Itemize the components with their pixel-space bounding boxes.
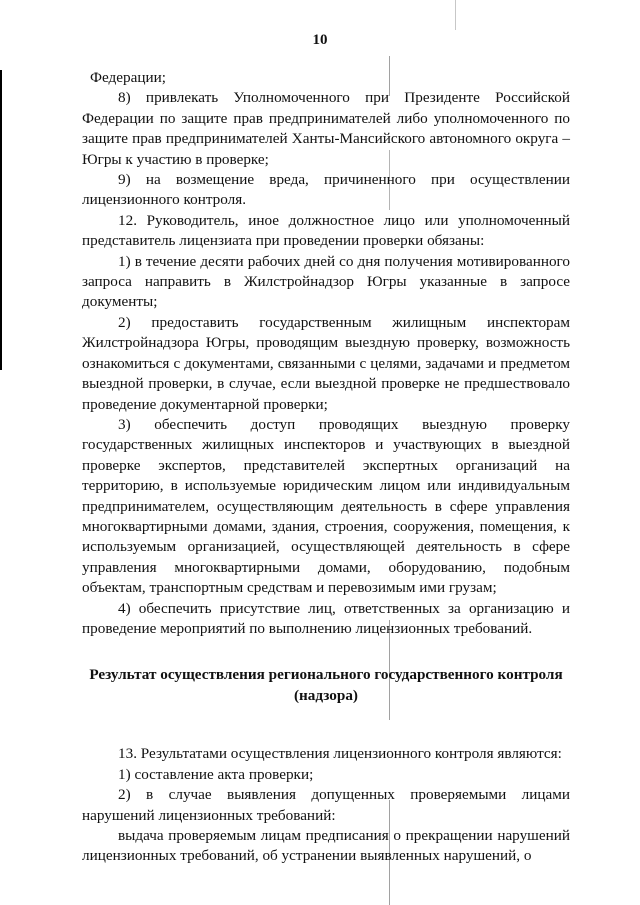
document-body — [82, 68, 570, 867]
paragraph: 2) предоставить государственным жилищным инспекторам Жилстройнадзора Югры, проводящим выездную проверку, возможность ознакомиться с документами, связанными с целями, задачами и предметом выездной проверки, в случае, если выездной проверке не предшествовало проведение документарной проверки; — [82, 313, 570, 413]
paragraph: 1) составление акта проверки; — [118, 765, 314, 783]
section-heading-line: Результат осуществления регионального государственного контроля — [89, 666, 563, 684]
paragraph: выдача проверяемым лицам предписания о прекращении нарушений лицензионных требований, об устранении выявленных нарушений, о — [82, 827, 570, 865]
paragraph: 2) в случае выявления допущенных проверяемыми лицами нарушений лицензионных требований: — [82, 786, 570, 824]
section-heading-line: (надзора) — [294, 687, 358, 705]
section-heading — [82, 664, 570, 706]
paragraph: 12. Руководитель, иное должностное лицо или уполномоченный представитель лицензиата при проведении проверки обязаны: — [82, 211, 570, 250]
scan-fold-line — [455, 0, 456, 30]
paragraph: 9) на возмещение вреда, причиненного при осуществлении лицензионного контроля. — [82, 171, 570, 209]
paragraph: 1) в течение десяти рабочих дней со дня получения мотивированного запроса направить в Жилстройнадзор Югры указанные в запросе документы; — [82, 252, 570, 311]
paragraph: 3) обеспечить доступ проводящих выездную проверку государственных жилищных инспекторов и участвующих в выездной проверке экспертов, представителей экспертных организаций на территорию, в используемые юридическим лицом или индивидуальным предпринимателем, осуществляющим деятельность в сфере управления многоквартирными домами, здания, строения, сооружения, помещения, к используемым организацией, осуществляющей деятельность в сфере управления многоквартирными домами, оборудованию, подобным объектам, транспортным средствам и перевозимым ими грузам; — [82, 415, 570, 597]
page-number: 10 — [312, 32, 328, 48]
paragraph: 4) обеспечить присутствие лиц, ответственных за организацию и проведение мероприятий по выполнению лицензионных требований. — [82, 599, 570, 637]
scan-edge-artifact — [0, 70, 2, 370]
paragraph: 8) привлекать Уполномоченного при Президенте Российской Федерации по защите прав предпринимателей либо уполномоченного по защите прав предпринимателей Ханты-Мансийского автономного округа – Югры к участию в проверке; — [82, 89, 570, 168]
paragraph: Федерации; — [90, 69, 166, 86]
paragraph: 13. Результатами осуществления лицензионного контроля являются: — [118, 745, 562, 763]
